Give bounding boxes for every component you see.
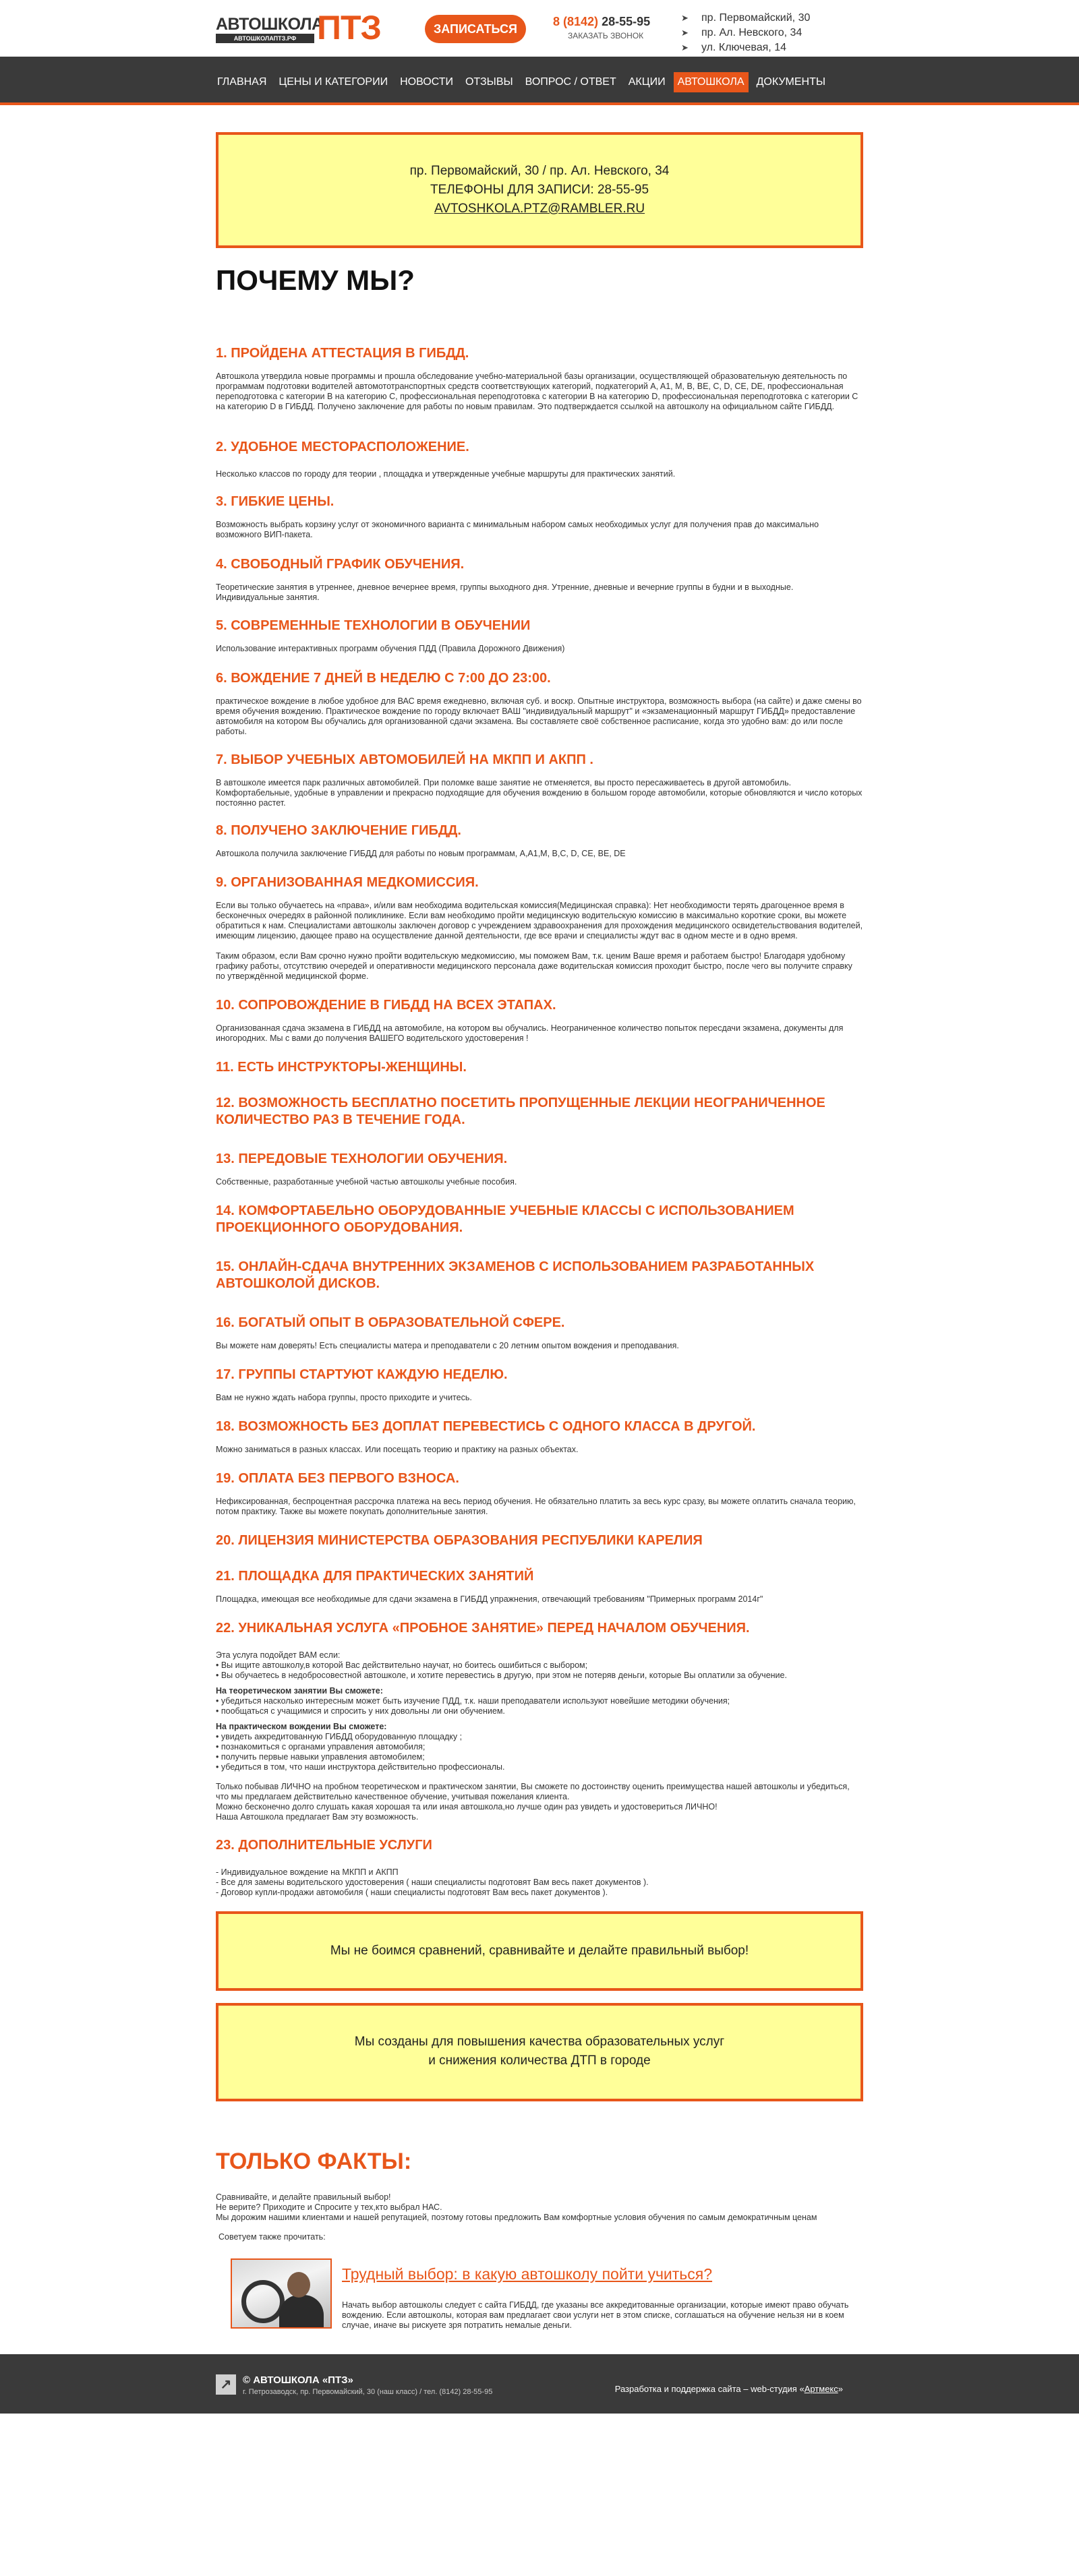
site-footer: [0, 2354, 1079, 2414]
facts-section: [216, 2149, 863, 2242]
logo-left: [216, 13, 324, 44]
footer-logo-icon[interactable]: ↗: [216, 2374, 236, 2395]
phone-code: 8 (8142): [553, 15, 599, 28]
address-label: пр. Ал. Невского, 34: [701, 27, 803, 38]
section-8: [216, 822, 863, 859]
section-3: [216, 493, 863, 540]
nav-item-home[interactable]: ГЛАВНАЯ: [217, 76, 267, 88]
section-title: 8. ПОЛУЧЕНО ЗАКЛЮЧЕНИЕ ГИБДД.: [216, 823, 461, 838]
section-title: 19. ОПЛАТА БЕЗ ПЕРВОГО ВЗНОСА.: [216, 1471, 459, 1486]
mission-banner: [216, 2003, 863, 2101]
section-17: [216, 1367, 863, 1403]
section-title: 4. СВОБОДНЫЙ ГРАФИК ОБУЧЕНИЯ.: [216, 557, 465, 572]
address-label: ул. Ключевая, 14: [701, 42, 786, 53]
section-13: [216, 1151, 863, 1187]
section-text: Если вы только обучаетесь на «права», и/или вам необходима водительская комиссия(Медицинская справка): Нет необходимости терять драгоценное время в бесконечных очередях в районной поликлинике. Если вам необходимо пройти медицинскую водительскую комиссию в максимально короткие сроки, вы можете обратиться к нам. Специалистами автошколы заключен договор с учреждением здравоохранения для прохождения медицинского освидетельствования водителей, имеющим лицензию, дающее право на осуществление данной деятельности, где все врачи и специалисты ждут вас в одном месте и в одно время.: [216, 901, 863, 940]
section-20: [216, 1532, 863, 1549]
section-9: [216, 874, 863, 982]
trial-theory-0: • убедиться насколько интересным может быть изучение ПДД, т.к. наши преподаватели используют новейшие методики обучения;: [216, 1696, 730, 1706]
nav-list: [216, 72, 863, 92]
section-14: [216, 1203, 863, 1236]
trial-practice-head: На практическом вождении Вы сможете:: [216, 1722, 387, 1731]
section-10: [216, 997, 863, 1044]
article-thumbnail[interactable]: [231, 2258, 332, 2329]
logo-brand: ПТЗ: [317, 9, 381, 47]
section-7: [216, 752, 863, 808]
driver-head: [287, 2272, 310, 2298]
trial-outro-1: Можно бесконечно долго слушать какая хорошая та или иная автошкола,но лучше один раз увидеть и удостовериться ЛИЧНО!: [216, 1802, 718, 1811]
article-teaser: [216, 2258, 863, 2339]
section-text: Можно заниматься в разных классах. Или посещать теорию и практику на разных объектах.: [216, 1445, 579, 1454]
info-address: пр. Первомайский, 30 / пр. Ал. Невского, 34: [409, 164, 670, 178]
facts-line-1: Не верите? Приходите и Спросите у тех,кто выбрал НАС.: [216, 2203, 442, 2212]
facts-line-0: Сравнивайте, и делайте правильный выбор!: [216, 2192, 391, 2202]
phone-digits: 28-55-95: [602, 15, 651, 28]
section-text: Организованная сдача экзамена в ГИБДД на автомобиле, на котором вы обучались. Неограниченное количество попыток пересдачи экзамена, документы для иногородних. Мы с вами до получения ВАШЕГО водительского удостоверения !: [216, 1023, 844, 1043]
section-text: Вы можете нам доверять! Есть специалисты матера и преподаватели с 20 летним опытом вождения и преподавания.: [216, 1341, 679, 1350]
section-title: 5. СОВРЕМЕННЫЕ ТЕХНОЛОГИИ В ОБУЧЕНИИ: [216, 618, 531, 633]
trial-outro-2: Наша Автошкола предлагает Вам эту возможность.: [216, 1812, 419, 1822]
section-title: 16. БОГАТЫЙ ОПЫТ В ОБРАЗОВАТЕЛЬНОЙ СФЕРЕ.: [216, 1315, 565, 1330]
trial-practice-1: • познакомиться с органами управления автомобиля;: [216, 1742, 426, 1751]
article-title-link[interactable]: Трудный выбор: в какую автошколу пойти учиться?: [342, 2265, 713, 2283]
section-title: 22. УНИКАЛЬНАЯ УСЛУГА «ПРОБНОЕ ЗАНЯТИЕ» ПЕРЕД НАЧАЛОМ ОБУЧЕНИЯ.: [216, 1621, 750, 1636]
address-label: пр. Первомайский, 30: [701, 12, 811, 24]
trial-theory-1: • пообщаться с учащимися и спросить у них довольны ли они обучением.: [216, 1706, 505, 1716]
section-1: [216, 345, 863, 412]
section-title: 13. ПЕРЕДОВЫЕ ТЕХНОЛОГИИ ОБУЧЕНИЯ.: [216, 1151, 508, 1166]
phone-block: [553, 15, 661, 40]
driver-body: [279, 2295, 324, 2329]
section-text: Вам не нужно ждать набора группы, просто приходите и учитесь.: [216, 1393, 472, 1402]
extra-item-2: - Договор купли-продажи автомобиля ( наши специалисты подготовят Вам весь пакет документов ).: [216, 1888, 608, 1897]
section-text: Возможность выбрать корзину услуг от экономичного варианта с минимальным набором самых необходимых услуг для получения прав до максимально возможного ВИП-пакета.: [216, 520, 819, 539]
section-title: 23. ДОПОЛНИТЕЛЬНЫЕ УСЛУГИ: [216, 1838, 432, 1853]
section-title: 12. ВОЗМОЖНОСТЬ БЕСПЛАТНО ПОСЕТИТЬ ПРОПУЩЕННЫЕ ЛЕКЦИИ НЕОГРАНИЧЕННОЕ КОЛИЧЕСТВО РАЗ В ТЕЧЕНИЕ ГОДА.: [216, 1096, 825, 1127]
section-title: 17. ГРУППЫ СТАРТУЮТ КАЖДУЮ НЕДЕЛЮ.: [216, 1367, 508, 1382]
address-item[interactable]: [681, 11, 863, 26]
address-list: [681, 11, 863, 55]
mission-line-1: Мы созданы для повышения качества образовательных услуг: [354, 2035, 725, 2049]
address-item[interactable]: [681, 26, 863, 40]
extra-item-0: - Индивидуальное вождение на МКПП и АКПП: [216, 1867, 399, 1877]
content: [216, 132, 863, 2339]
site-header: [0, 0, 1079, 57]
nav-item-school[interactable]: АВТОШКОЛА: [674, 72, 749, 92]
section-5: [216, 618, 863, 654]
section-11: [216, 1059, 863, 1076]
main-nav: [0, 57, 1079, 105]
section-title: 6. ВОЖДЕНИЕ 7 ДНЕЙ В НЕДЕЛЮ С 7:00 ДО 23:00.: [216, 671, 551, 686]
nav-item-reviews[interactable]: ОТЗЫВЫ: [465, 76, 513, 88]
section-title: 20. ЛИЦЕНЗИЯ МИНИСТЕРСТВА ОБРАЗОВАНИЯ РЕСПУБЛИКИ КАРЕЛИЯ: [216, 1533, 703, 1548]
section-23: [216, 1837, 863, 1898]
footer-address: г. Петрозаводск, пр. Первомайский, 30 (наш класс) / тел. (8142) 28-55-95: [243, 2388, 493, 2396]
section-title: 11. ЕСТЬ ИНСТРУКТОРЫ-ЖЕНЩИНЫ.: [216, 1060, 467, 1075]
footer-dev-end: »: [838, 2384, 843, 2394]
section-6: [216, 670, 863, 737]
logo[interactable]: [216, 9, 388, 47]
section-text-2: Таким образом, если Вам срочно нужно пройти водительскую медкомиссию, мы поможем Вам, т.к. ценим Ваше время и работаем быстро! Благодаря удобному графику работы, отсутствию очередей и оперативности медицинского персонала даже водительская комиссия проходит быстро, после чего вы получите справку по утверждённой медицинской форме.: [216, 951, 852, 981]
arrow-right-icon: ➤: [681, 42, 689, 53]
nav-item-documents[interactable]: ДОКУМЕНТЫ: [756, 76, 826, 88]
section-title: 7. ВЫБОР УЧЕБНЫХ АВТОМОБИЛЕЙ НА МКПП И АКПП .: [216, 752, 593, 767]
nav-item-faq[interactable]: ВОПРОС / ОТВЕТ: [525, 76, 616, 88]
footer-dev-link[interactable]: Артмекс: [804, 2384, 838, 2394]
trial-intro-0: Эта услуга подойдет ВАМ если:: [216, 1650, 341, 1660]
section-title: 15. ОНЛАЙН-СДАЧА ВНУТРЕННИХ ЭКЗАМЕНОВ С ИСПОЛЬЗОВАНИЕМ РАЗРАБОТАННЫХ АВТОШКОЛОЙ ДИСКОВ.: [216, 1259, 815, 1291]
callback-link[interactable]: ЗАКАЗАТЬ ЗВОНОК: [568, 31, 644, 40]
page-title: ПОЧЕМУ МЫ?: [216, 264, 415, 296]
section-22: [216, 1620, 863, 1822]
section-title: 21. ПЛОЩАДКА ДЛЯ ПРАКТИЧЕСКИХ ЗАНЯТИЙ: [216, 1569, 534, 1584]
section-title: 3. ГИБКИЕ ЦЕНЫ.: [216, 494, 334, 509]
nav-item-prices[interactable]: ЦЕНЫ И КАТЕГОРИИ: [279, 76, 388, 88]
section-title: 1. ПРОЙДЕНА АТТЕСТАЦИЯ В ГИБДД.: [216, 346, 469, 361]
section-16: [216, 1315, 863, 1351]
section-title: 14. КОМФОРТАБЕЛЬНО ОБОРУДОВАННЫЕ УЧЕБНЫЕ КЛАССЫ С ИСПОЛЬЗОВАНИЕМ ПРОЕКЦИОННОГО ОБОРУДОВАНИЯ.: [216, 1203, 794, 1235]
footer-dev-text: Разработка и поддержка сайта – web-студия «: [614, 2384, 805, 2394]
section-21: [216, 1568, 863, 1605]
footer-copyright: © АВТОШКОЛА «ПТЗ»: [243, 2374, 353, 2386]
trial-practice-0: • увидеть аккредитованную ГИБДД оборудованную площадку ;: [216, 1732, 463, 1741]
section-18: [216, 1418, 863, 1455]
info-box: [216, 132, 863, 248]
section-text: Теоретические занятия в утреннее, дневное вечернее время, группы выходного дня. Утренние, дневные и вечерние группы в будни и в выходные. Индивидуальные занятия.: [216, 582, 794, 602]
trial-intro-1: • Вы ищите автошколу,в которой Вас действительно научат, но боитесь ошибиться с выбором;: [216, 1660, 588, 1670]
arrow-right-icon: ➤: [681, 13, 689, 23]
facts-line-2: Мы дорожим нашими клиентами и нашей репутацией, поэтому готовы предложить Вам комфортные условия обучения по самым демократичным ценам: [216, 2213, 817, 2222]
trial-intro-2: • Вы обучаетесь в недобросовестной автошколе, и хотите перевестись в другую, при этом не потеряв деньги, которые Вы оплатили за обучение.: [216, 1671, 787, 1680]
section-text: Автошкола утвердила новые программы и прошла обследование учебно-материальной базы организации, осуществляющей образовательную деятельность по программам подготовки водителей автомототранспортных средств соответствующих категорий, подкатегорий A, A1, M, B, BE, C, D, CE, DE, профессиональная переподготовка с категории B на категорию C, профессиональная переподготовка с категории B на категорию D, профессиональная переподготовка с категории C на категорию D в ГИБДД. Получено заключение для работы по новым правилам. Это подтверждается ссылкой на автошколу на официальном сайте ГИБДД.: [216, 371, 858, 411]
mission-line-2: и снижения количества ДТП в городе: [428, 2054, 651, 2068]
section-text: Площадка, имеющая все необходимые для сдачи экзамена в ГИБДД упражнения, отвечающий требованиям "Примерных программ 2014г": [216, 1594, 763, 1604]
section-title: 9. ОРГАНИЗОВАННАЯ МЕДКОМИССИЯ.: [216, 875, 479, 890]
section-text: Собственные, разработанные учебной частью автошколы учебные пособия.: [216, 1177, 517, 1187]
section-19: [216, 1470, 863, 1517]
section-2: [216, 439, 863, 479]
section-text: В автошколе имеется парк различных автомобилей. При поломке ваше занятие не отменяется, вы просто пересаживаетесь в другой автомобиль. Комфортабельные, удобные в управлении и прекрасно подходящие для обучения вождению в большом городе автомобили, которые обновляются и число которых постоянно растет.: [216, 778, 863, 808]
info-phones: ТЕЛЕФОНЫ ДЛЯ ЗАПИСИ: 28-55-95: [430, 183, 649, 197]
section-text: Автошкола получила заключение ГИБДД для работы по новым программам, A,A1,M, B,C, D, CE, BE, DE: [216, 849, 626, 858]
section-12: [216, 1095, 863, 1129]
extra-item-1: - Все для замены водительского удостоверения ( наши специалисты подготовят Вам весь пакет документов ).: [216, 1878, 649, 1887]
section-text: практическое вождение в любое удобное для ВАС время ежедневно, включая суб. и воскр. Опытные инструктора, возможность выбора (на сайте) и даже смены во время обучения вождению. Практическое вождение по городу включает ВАШ "индивидуальный маршрут" и «экзаменационный маршрут ГИБДД» предоставление автомобиля на котором Вы обучались для организованной сдачи экзамена. Вы составляете своё собственное расписание, когда это удобно вам: до или после работы.: [216, 696, 862, 736]
logo-title: АВТОШКОЛА: [216, 15, 324, 34]
trial-practice-3: • убедиться в том, что наши инструктора действительно профессионалы.: [216, 1762, 505, 1772]
info-email[interactable]: AVTOSHKOLA.PTZ@RAMBLER.RU: [434, 202, 645, 216]
address-item[interactable]: [681, 40, 863, 55]
trial-outro-0: Только побывав ЛИЧНО на пробном теоретическом и практическом занятии, Вы сможете по достоинству оценить преимущества нашей автошколы и убедиться, что мы предлагаем действительно качественное обучение, учитывая пожелания клиента.: [216, 1782, 850, 1801]
nav-item-promos[interactable]: АКЦИИ: [628, 76, 666, 88]
section-title: 2. УДОБНОЕ МЕСТОРАСПОЛОЖЕНИЕ.: [216, 440, 469, 454]
logo-site: АВТОШКОЛАПТЗ.РФ: [216, 34, 314, 43]
footer-developer: [615, 2384, 843, 2394]
phone-number[interactable]: [553, 15, 661, 29]
arrow-right-icon: ➤: [681, 28, 689, 38]
section-title: 18. ВОЗМОЖНОСТЬ БЕЗ ДОПЛАТ ПЕРЕВЕСТИСЬ С ОДНОГО КЛАССА В ДРУГОЙ.: [216, 1419, 756, 1434]
section-text: Нефиксированная, беспроцентная рассрочка платежа на весь период обучения. Не обязательно платить за весь курс сразу, вы можете оплатить сначала теорию, потом практику. Также вы можете покупать дополнительные занятия.: [216, 1497, 856, 1516]
section-text: Использование интерактивных программ обучения ПДД (Правила Дорожного Движения): [216, 644, 565, 653]
section-15: [216, 1259, 863, 1292]
facts-title: ТОЛЬКО ФАКТЫ:: [216, 2149, 412, 2174]
comparison-banner: Мы не боимся сравнений, сравнивайте и делайте правильный выбор!: [216, 1911, 863, 1991]
section-4: [216, 556, 863, 603]
trial-practice-2: • получить первые навыки управления автомобилем;: [216, 1752, 425, 1762]
section-title: 10. СОПРОВОЖДЕНИЕ В ГИБДД НА ВСЕХ ЭТАПАХ.: [216, 998, 556, 1013]
trial-theory-head: На теоретическом занятии Вы сможете:: [216, 1686, 383, 1696]
article-excerpt: Начать выбор автошколы следует с сайта ГИБДД, где указаны все аккредитованные организации, которые имеют право обучать вождению. Если автошколы, которая вам предлагает свои услуги нет в этом списке, соглашаться на обучение нельзя ни в коем случае, иначе вы рискуете зря потратить немалые деньги.: [342, 2300, 849, 2330]
steering-wheel-icon: [241, 2280, 285, 2323]
nav-item-news[interactable]: НОВОСТИ: [400, 76, 453, 88]
section-text: Несколько классов по городу для теории , площадка и утвержденные учебные маршруты для практических занятий.: [216, 469, 676, 479]
signup-button[interactable]: ЗАПИСАТЬСЯ: [425, 15, 526, 43]
facts-advice: Советуем также прочитать:: [218, 2232, 326, 2242]
